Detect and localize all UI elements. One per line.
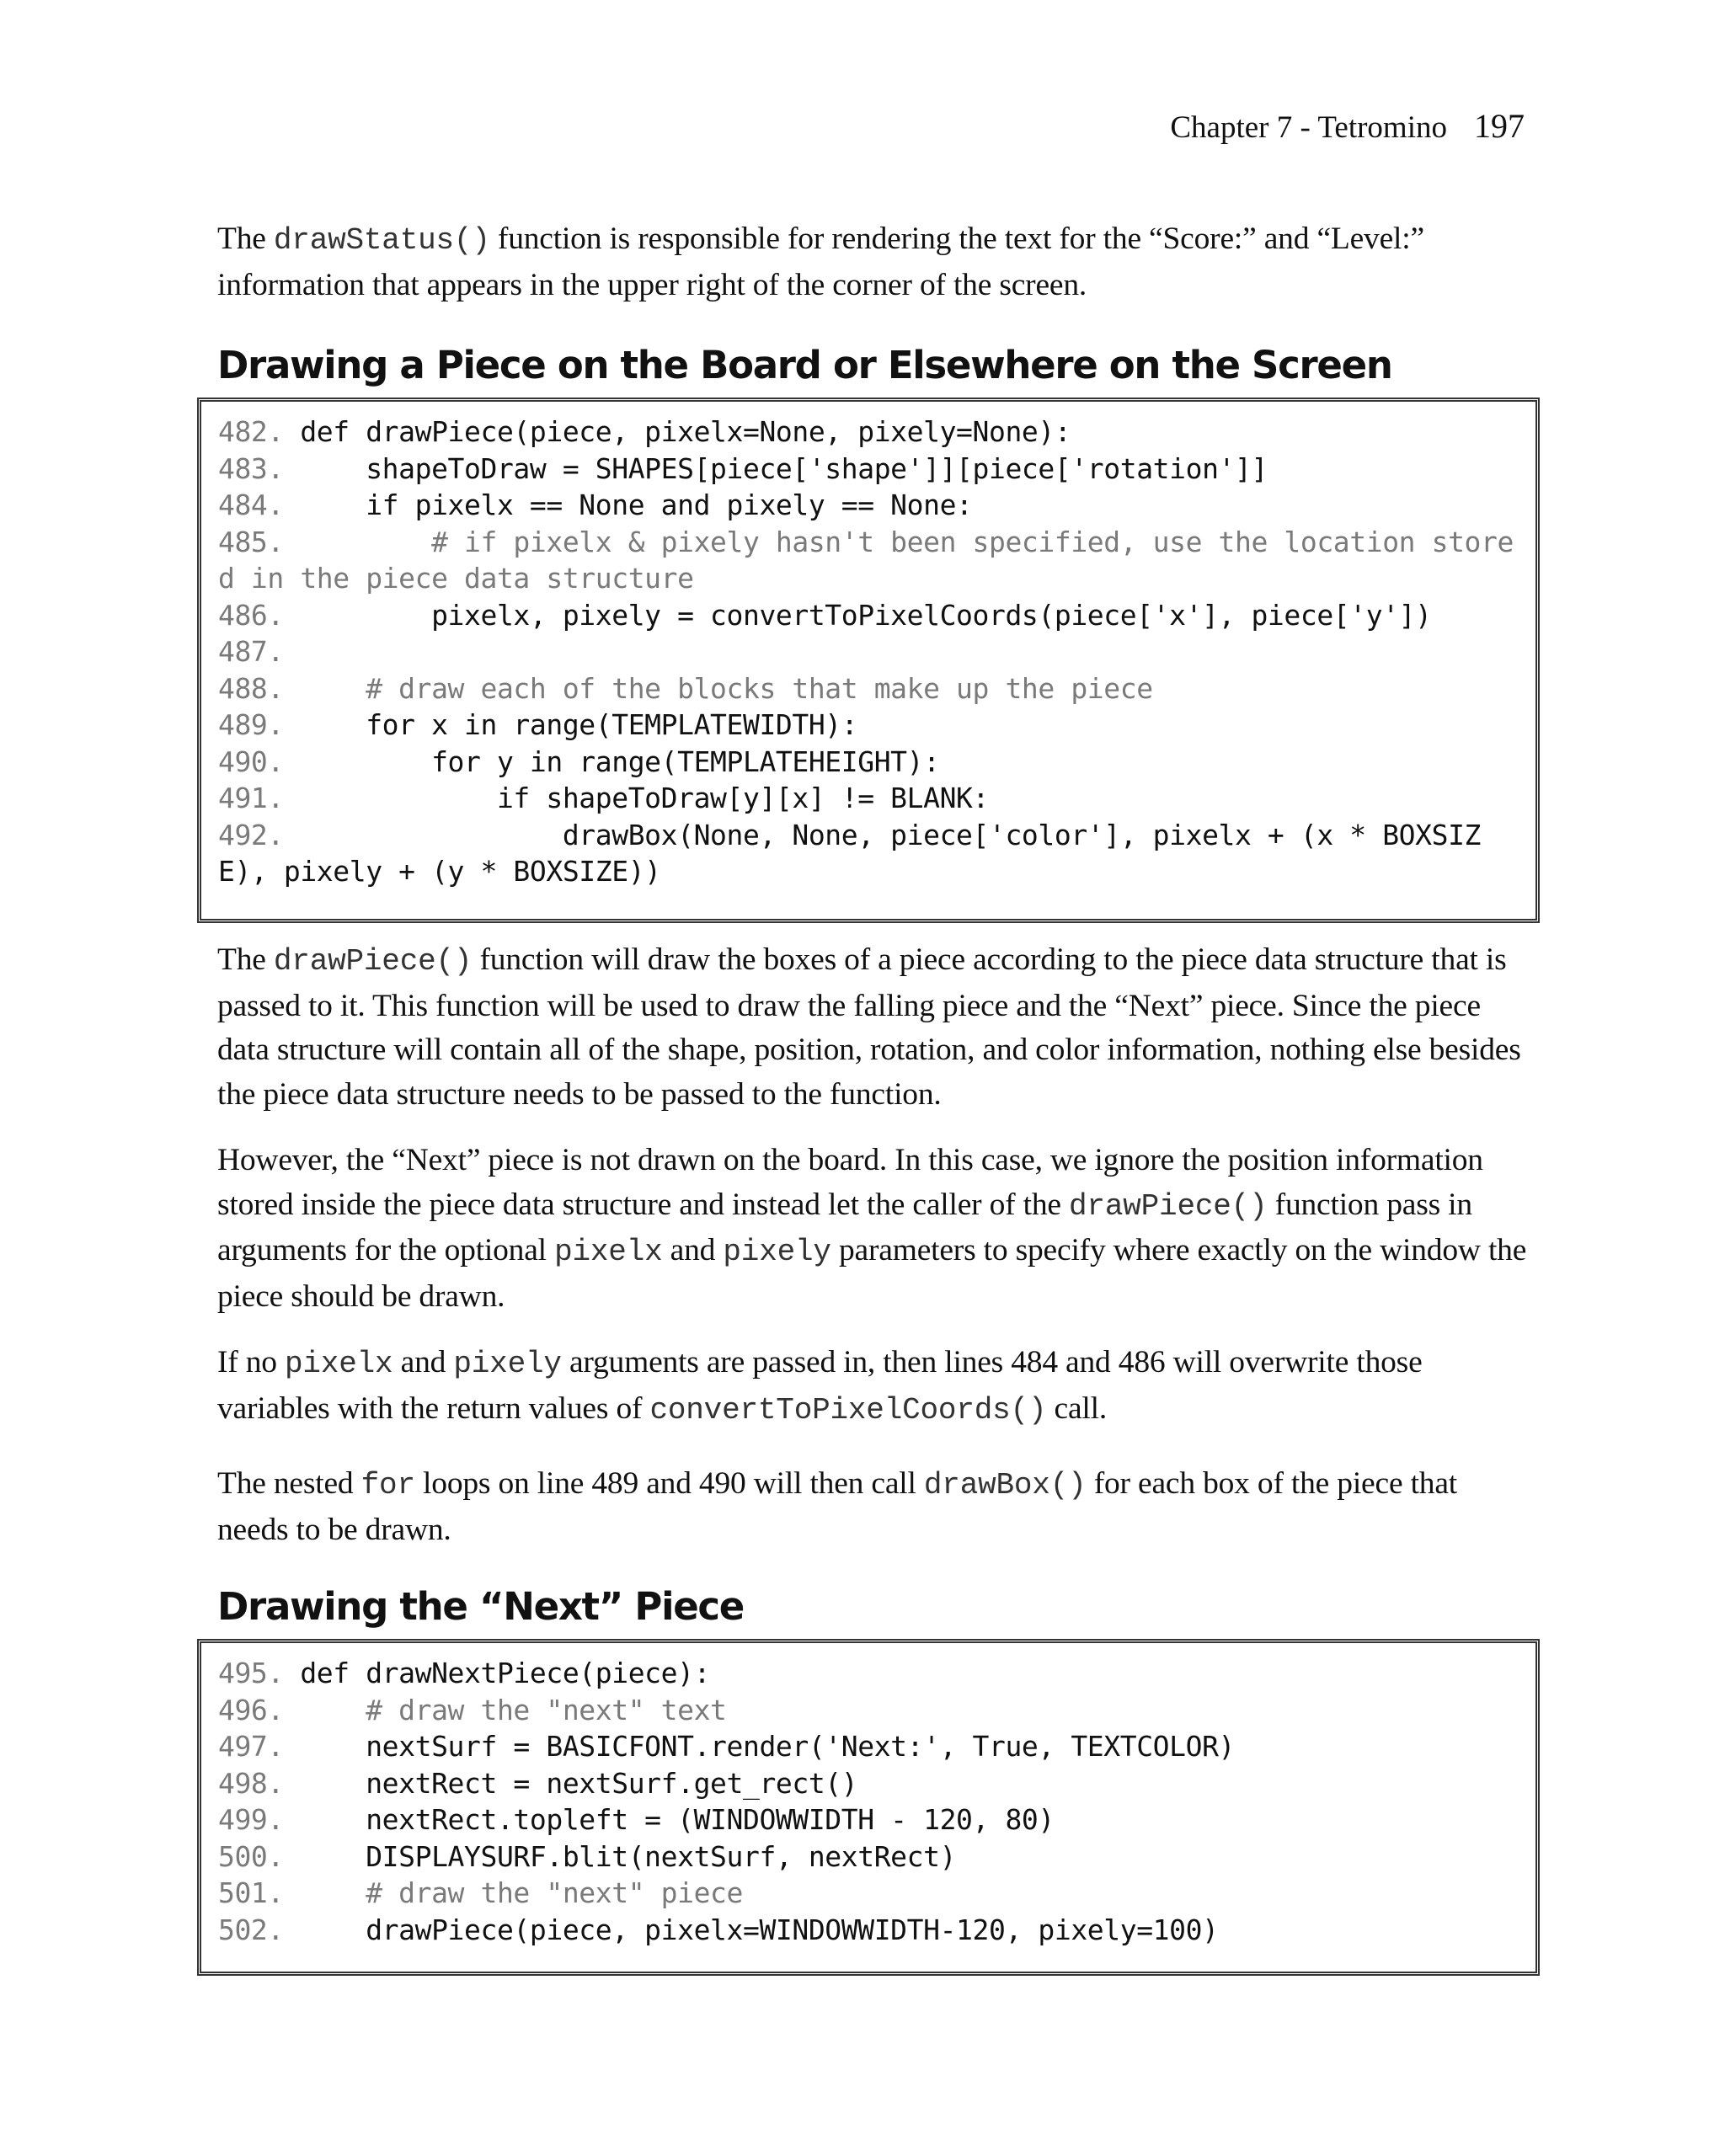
line-number: 486. bbox=[218, 598, 301, 632]
inline-code: drawStatus() bbox=[273, 223, 490, 258]
line-number: 495. bbox=[218, 1657, 301, 1689]
inline-code: for bbox=[360, 1468, 415, 1502]
inline-code: pixelx bbox=[554, 1235, 663, 1269]
line-number: 489. bbox=[218, 708, 301, 741]
line-number: 484. bbox=[218, 488, 301, 521]
code-line bbox=[218, 414, 1520, 451]
code-line bbox=[218, 1728, 1520, 1765]
code-line bbox=[218, 633, 1520, 670]
paragraph-nested-loops: The nested for loops on line 489 and 490 will then call drawBox() for each box of the piece that needs to be drawn. bbox=[217, 1466, 1457, 1547]
code-comment: # draw the "next" piece bbox=[300, 1876, 743, 1909]
paragraph-no-pixel-args: If no pixelx and pixely arguments are passed in, then lines 484 and 486 will overwrite those variables with the return values of convertToPixelCoords() call. bbox=[217, 1345, 1423, 1428]
code-line bbox=[218, 1801, 1520, 1838]
line-number: 499. bbox=[218, 1803, 301, 1836]
code-line bbox=[218, 451, 1520, 488]
inline-code: pixelx bbox=[285, 1347, 393, 1381]
inline-code: pixely bbox=[723, 1235, 831, 1269]
paragraph-drawpiece: The drawPiece() function will draw the boxes of a piece according to the piece data structure that is passed to it. This function will be used to draw the falling piece and the “Next” piece. Since the piece data structure will contain all of the shape, position, rotation, and color information, nothing else besides the piece data structure needs to be passed to the function. bbox=[217, 942, 1521, 1112]
line-number: 491. bbox=[218, 782, 301, 814]
code-text: nextSurf = BASICFONT.render('Next:', True, TEXTCOLOR) bbox=[300, 1730, 1236, 1763]
line-number: 485. bbox=[218, 525, 301, 558]
page-header bbox=[1170, 108, 1525, 147]
code-text: nextRect.topleft = (WINDOWWIDTH - 120, 80) bbox=[300, 1803, 1055, 1836]
line-number: 490. bbox=[218, 744, 301, 778]
code-line bbox=[218, 487, 1520, 524]
code-text: nextRect = nextSurf.get_rect() bbox=[300, 1766, 858, 1800]
code-comment: # draw the "next" text bbox=[300, 1693, 727, 1726]
code-listing-draw-piece bbox=[197, 398, 1540, 923]
section-heading-next-piece: Drawing the “Next” Piece bbox=[217, 1584, 745, 1629]
inline-code: convertToPixelCoords() bbox=[649, 1392, 1047, 1428]
line-number: 501. bbox=[218, 1876, 301, 1909]
code-text: for x in range(TEMPLATEWIDTH): bbox=[300, 708, 858, 741]
code-text: def drawPiece(piece, pixelx=None, pixely=None): bbox=[300, 415, 1071, 448]
line-number: 502. bbox=[218, 1913, 301, 1946]
code-line bbox=[218, 1838, 1520, 1876]
code-line bbox=[218, 670, 1520, 707]
paragraph-drawstatus: The drawStatus() function is responsible for rendering the text for the “Score:” and “Level:” information that appears in the upper right of the corner of the screen. bbox=[217, 221, 1424, 302]
code-line bbox=[218, 817, 1520, 890]
line-number: 483. bbox=[218, 451, 301, 485]
code-text: drawBox(None, None, piece['color'], pixelx + (x * BOXSIZE), pixely + (y * BOXSIZE)) bbox=[218, 818, 1482, 888]
line-number: 496. bbox=[218, 1693, 301, 1726]
code-listing-draw-next-piece bbox=[197, 1639, 1540, 1976]
code-line bbox=[218, 780, 1520, 817]
code-line bbox=[218, 1655, 1520, 1692]
code-comment: # if pixelx & pixely hasn't been specified, use the location stored in the piece data structure bbox=[218, 525, 1514, 595]
code-text: drawPiece(piece, pixelx=WINDOWWIDTH-120, pixely=100) bbox=[300, 1913, 1219, 1946]
code-text: pixelx, pixely = convertToPixelCoords(piece['x'], piece['y']) bbox=[300, 598, 1432, 632]
section-heading-draw-piece: Drawing a Piece on the Board or Elsewhere on the Screen bbox=[217, 343, 1392, 387]
inline-code: drawPiece() bbox=[273, 944, 473, 979]
code-text: if pixelx == None and pixely == None: bbox=[300, 488, 973, 521]
line-number: 487. bbox=[218, 635, 301, 668]
code-line bbox=[218, 1875, 1520, 1912]
code-line bbox=[218, 1912, 1520, 1949]
chapter-title: Chapter 7 - Tetromino bbox=[1170, 110, 1447, 145]
code-text: def drawNextPiece(piece): bbox=[300, 1657, 711, 1689]
line-number: 498. bbox=[218, 1766, 301, 1800]
inline-code: pixely bbox=[453, 1347, 562, 1381]
line-number: 482. bbox=[218, 415, 301, 448]
inline-code: drawPiece() bbox=[1069, 1188, 1268, 1224]
code-text: for y in range(TEMPLATEHEIGHT): bbox=[300, 744, 940, 778]
line-number: 492. bbox=[218, 818, 301, 851]
line-number: 497. bbox=[218, 1730, 301, 1763]
code-text: if shapeToDraw[y][x] != BLANK: bbox=[300, 782, 989, 814]
code-line bbox=[218, 597, 1520, 634]
line-number: 500. bbox=[218, 1839, 301, 1873]
code-comment: # draw each of the blocks that make up the piece bbox=[300, 671, 1153, 705]
code-line bbox=[218, 744, 1520, 781]
code-text: DISPLAYSURF.blit(nextSurf, nextRect) bbox=[300, 1839, 957, 1873]
code-line bbox=[218, 524, 1520, 597]
inline-code: drawBox() bbox=[923, 1468, 1087, 1502]
code-line bbox=[218, 1692, 1520, 1729]
code-text: shapeToDraw = SHAPES[piece['shape']][piece['rotation']] bbox=[300, 451, 1268, 485]
code-line bbox=[218, 707, 1520, 744]
paragraph-next-piece: However, the “Next” piece is not drawn on the board. In this case, we ignore the position information stored inside the piece data structure and instead let the caller of the drawPiece() function pass in arguments for the optional pixelx and pixely parameters to specify where exactly on the window the piece should be drawn. bbox=[217, 1143, 1527, 1314]
page-number: 197 bbox=[1474, 107, 1525, 145]
line-number: 488. bbox=[218, 671, 301, 705]
code-line bbox=[218, 1765, 1520, 1802]
